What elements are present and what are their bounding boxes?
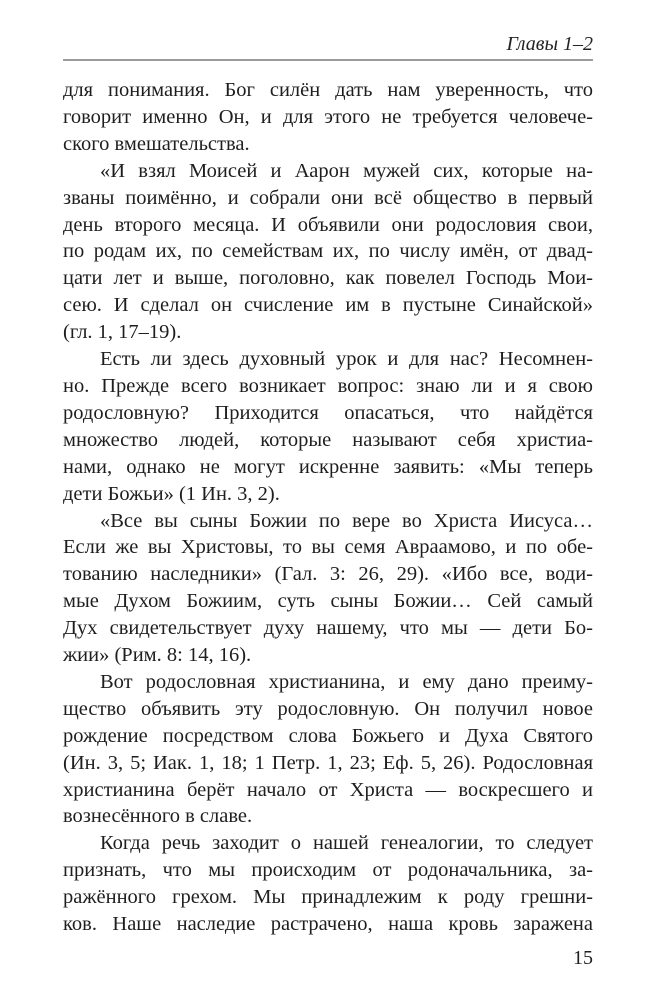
body-text bbox=[63, 77, 593, 938]
text-line: для понимания. Бог силён дать нам уверенность, что bbox=[63, 79, 593, 101]
text-line: Дух свидетельствует духу нашему, что мы — дети Бо- bbox=[63, 617, 593, 640]
text-line: множество людей, которые называют себя христиа- bbox=[63, 428, 593, 451]
text-line: сею. И сделал он счисление им в пустыне Синайской» bbox=[63, 294, 593, 317]
text-line: жии» (Рим. 8: 14, 16). bbox=[63, 644, 252, 667]
text-line: мые Духом Божиим, суть сыны Божии… Сей самый bbox=[63, 590, 593, 613]
text-line: ского вмешательства. bbox=[63, 132, 250, 155]
paragraph bbox=[63, 508, 593, 669]
text-line: щество объявить эту родословную. Он получил новое bbox=[63, 697, 593, 720]
text-line: по родам их, по семействам их, по числу имён, от двад- bbox=[63, 240, 593, 263]
running-title: Главы 1–2 bbox=[506, 33, 593, 55]
text-line: цати лет и выше, поголовно, как повелел Господь Мои- bbox=[63, 267, 593, 290]
paragraph bbox=[63, 669, 593, 830]
text-line: говорит именно Он, и для этого не требуется человече- bbox=[63, 105, 593, 128]
text-line: но. Прежде всего возникает вопрос: знаю ли и я свою bbox=[63, 374, 593, 397]
text-line: «Все вы сыны Божии по вере во Христа Иисуса… bbox=[100, 509, 593, 532]
text-line: ражённого грехом. Мы принадлежим к роду грешни- bbox=[63, 886, 593, 909]
text-line: рождение посредством слова Божьего и Духа Святого bbox=[63, 724, 593, 747]
text-line: родословную? Приходится опасаться, что найдётся bbox=[63, 401, 593, 424]
text-line: Есть ли здесь духовный урок и для нас? Несомнен- bbox=[100, 348, 593, 371]
text-line: признать, что мы происходим от родоначальника, за- bbox=[63, 859, 593, 882]
paragraph bbox=[63, 158, 593, 346]
text-line: христианина берёт начало от Христа — воскресшего и bbox=[63, 778, 593, 801]
text-line: Если же вы Христовы, то вы семя Авраамово, и по обе- bbox=[63, 536, 593, 559]
paragraph bbox=[63, 77, 593, 158]
text-line: Когда речь заходит о нашей генеалогии, то следует bbox=[100, 832, 593, 855]
paragraph bbox=[63, 346, 593, 507]
paragraph bbox=[63, 830, 593, 938]
text-line: (Ин. 3, 5; Иак. 1, 18; 1 Петр. 1, 23; Еф. 5, 26). Родословная bbox=[63, 751, 593, 774]
text-line: званы поимённо, и собрали они всё общество в первый bbox=[63, 186, 593, 209]
page-number: 15 bbox=[573, 947, 593, 969]
header-rule bbox=[63, 59, 593, 61]
text-line: ков. Наше наследие растрачено, наша кровь заражена bbox=[63, 913, 593, 936]
text-line: дети Божьи» (1 Ин. 3, 2). bbox=[63, 482, 280, 505]
text-line: вознесённого в славе. bbox=[63, 805, 253, 828]
text-line: день второго месяца. И объявили они родословия свои, bbox=[63, 213, 593, 236]
text-column bbox=[63, 32, 593, 938]
text-line: нами, однако не могут искренне заявить: «Мы теперь bbox=[63, 455, 593, 478]
text-line: «И взял Моисей и Аарон мужей сих, которые на- bbox=[100, 159, 593, 182]
text-line: (гл. 1, 17–19). bbox=[63, 321, 182, 344]
text-line: тованию наследники» (Гал. 3: 26, 29). «Ибо все, води- bbox=[63, 563, 593, 586]
text-line: Вот родословная христианина, и ему дано преиму- bbox=[100, 670, 593, 693]
